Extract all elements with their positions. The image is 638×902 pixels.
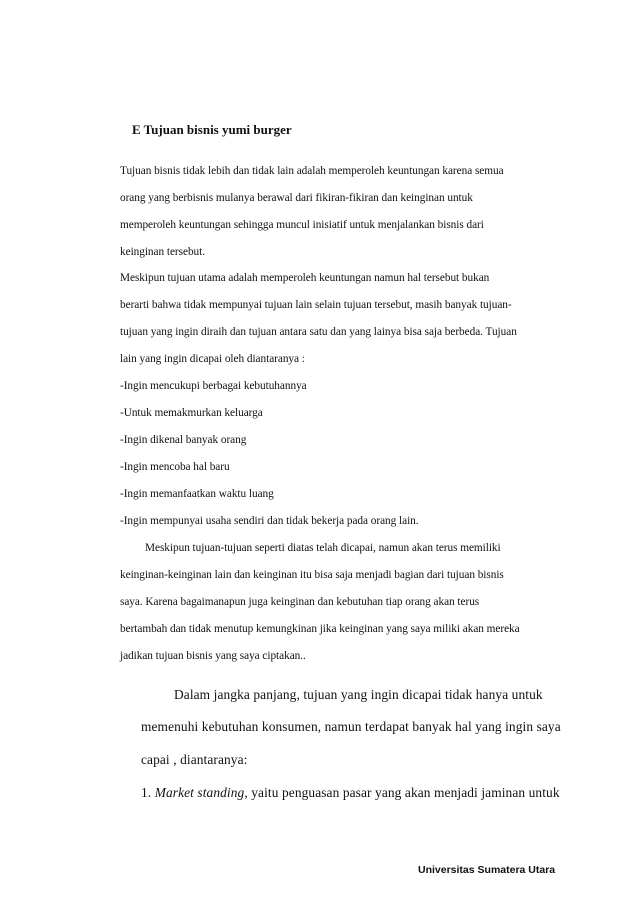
- paragraph-1-line-2: orang yang berbisnis mulanya berawal dari fikiran-fikiran dan keinginan untuk: [120, 192, 473, 204]
- item-number: 1.: [141, 785, 155, 800]
- paragraph-2-line-1: Meskipun tujuan utama adalah memperoleh keuntungan namun hal tersebut bukan: [120, 272, 490, 284]
- paragraph-2-line-4: lain yang ingin dicapai oleh diantaranya :: [120, 353, 305, 365]
- goal-item: -Ingin mempunyai usaha sendiri dan tidak bekerja pada orang lain.: [120, 515, 419, 527]
- paragraph-2-line-3: tujuan yang ingin diraih dan tujuan antara satu dan yang lainya bisa saja berbeda. Tujuan: [120, 326, 517, 338]
- paragraph-4-line-2: memenuhi kebutuhan konsumen, namun terdapat banyak hal yang ingin saya: [141, 719, 561, 734]
- paragraph-4-line-1: Dalam jangka panjang, tujuan yang ingin dicapai tidak hanya untuk: [174, 687, 543, 702]
- paragraph-3-line-1: Meskipun tujuan-tujuan seperti diatas telah dicapai, namun akan terus memiliki: [145, 542, 501, 554]
- paragraph-4-line-3: capai , diantaranya:: [141, 752, 248, 767]
- paragraph-1-line-1: Tujuan bisnis tidak lebih dan tidak lain adalah memperoleh keuntungan karena semua: [120, 165, 504, 177]
- goal-item: -Ingin mencoba hal baru: [120, 461, 230, 473]
- item-description: , yaitu penguasan pasar yang akan menjadi jaminan untuk: [244, 785, 560, 800]
- paragraph-3-line-2: keinginan-keinginan lain dan keinginan itu bisa saja menjadi bagian dari tujuan bisnis: [120, 569, 504, 581]
- paragraph-2-line-2: berarti bahwa tidak mempunyai tujuan lain selain tujuan tersebut, masih banyak tujuan-: [120, 299, 512, 311]
- paragraph-3-line-3: saya. Karena bagaimanapun juga keinginan dan kebutuhan tiap orang akan terus: [120, 596, 480, 608]
- item-term: Market standing: [154, 785, 245, 800]
- goal-item: -Ingin mencukupi berbagai kebutuhannya: [120, 380, 307, 392]
- goal-item: -Ingin memanfaatkan waktu luang: [120, 488, 274, 500]
- paragraph-1-line-4: keinginan tersebut.: [120, 246, 206, 258]
- goal-item: -Untuk memakmurkan keluarga: [120, 407, 263, 419]
- paragraph-1-line-3: memperoleh keuntungan sehingga muncul inisiatif untuk menjalankan bisnis dari: [120, 219, 484, 231]
- numbered-item-market-standing: [141, 785, 560, 801]
- paragraph-3-line-5: jadikan tujuan bisnis yang saya ciptakan..: [120, 650, 306, 662]
- paragraph-3-line-4: bertambah dan tidak menutup kemungkinan jika keinginan yang saya miliki akan mereka: [120, 623, 520, 635]
- goal-item: -Ingin dikenal banyak orang: [120, 434, 247, 446]
- footer-university: Universitas Sumatera Utara: [418, 864, 556, 876]
- section-heading: E Tujuan bisnis yumi burger: [132, 122, 292, 137]
